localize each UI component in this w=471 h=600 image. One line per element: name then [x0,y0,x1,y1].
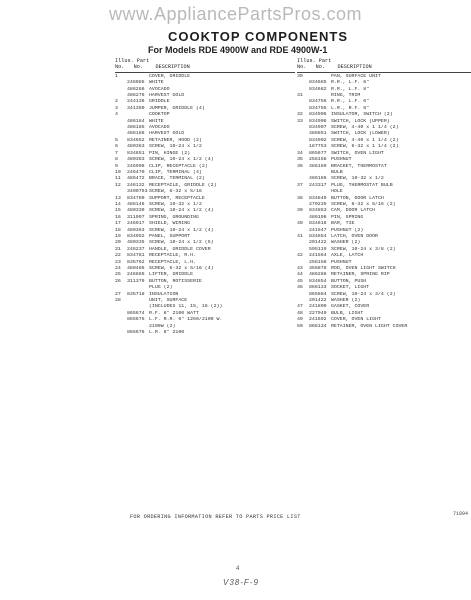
header-line-2: No. No. DESCRIPTION [115,64,190,71]
part-number: 246865 [127,272,145,278]
illus-number: 12 [115,182,121,188]
header-line-2: No. No. DESCRIPTION [297,64,372,71]
part-description: R.F. 8" 2100 WATT [149,310,199,316]
parts-list-left [115,74,295,337]
part-description: BULB [331,169,343,175]
part-description: L.R. 8" 2100 [149,330,185,336]
illus-number: 1 [115,73,118,79]
part-number: 486186 [309,176,327,182]
part-description: LATCH, OVEN DOOR [331,233,378,239]
illus-number: 16 [115,214,121,220]
page-title: COOKTOP COMPONENTS [168,29,349,44]
illus-number: 27 [115,291,121,297]
part-description: WASHER (2) [331,240,361,246]
illus-number: 2 [115,99,118,105]
illus-number: 17 [115,221,121,227]
part-description: SCREW, 6-32 x 1 1/4 (2) [331,144,399,150]
part-description: PIN, SPRING [331,214,364,220]
part-number: 486184 [127,118,145,124]
illus-number: 6 [115,144,118,150]
illus-number: 23 [115,259,121,265]
illus-number: 14 [115,201,121,207]
illus-number: 3 [115,105,118,111]
part-description: RETAINER, OVEN LIGHT COVER [331,323,408,329]
page-number: 4 [236,566,240,572]
illus-number: 5 [115,137,118,143]
page-subtitle: For Models RDE 4900W and RDE 4900W-1 [148,45,328,55]
part-number: 834685 [309,80,327,86]
header-line-1: Illus. Part [297,58,332,64]
part-number: 356878 [309,266,327,271]
part-description: RECEPTACLE, R.H. [149,253,196,259]
illus-number: 41 [297,233,303,239]
part-number: 241564 [309,253,327,259]
part-description: COOKTOP [149,112,170,118]
part-number: 834849 [309,195,327,201]
illus-number: 26 [115,278,121,284]
part-number: 243317 [309,182,327,188]
part-number: 834755 [309,105,327,111]
part-number: 246998 [127,163,145,169]
illus-number: 49 [297,317,303,323]
part-description: RETAINER, SPRING RIP [331,272,390,278]
part-number: 834780 [127,195,145,201]
part-number: 246470 [127,169,145,175]
part-description: PUSHNUT (2) [331,227,364,233]
illus-number: 40 [297,221,303,227]
part-number: 311097 [127,214,145,220]
part-number: 201422 [309,240,327,246]
illus-number: 44 [297,272,303,278]
part-description: PLUG (2) [149,285,173,291]
part-description: INSULATOR, SWITCH (2) [331,112,393,118]
part-description: SCREW, 6-32 x 5/16 [149,189,202,195]
illus-number: 39 [297,208,303,214]
illus-number: 35 [297,157,303,163]
parts-list-right [297,74,471,330]
part-description: L.F. R.R. 6" 1250/2100 W. [149,317,223,323]
part-description: PUSHNUT [331,157,352,163]
illus-number: 50 [297,323,303,329]
illus-number: 47 [297,304,303,310]
part-row [297,324,471,330]
watermark: www.AppliancePartsPros.com [108,4,363,24]
part-description: UNIT, SURFACE [149,298,188,304]
part-description: 2100W (2) [149,323,176,329]
part-description: CAM, DOOR LATCH [331,208,376,214]
illus-number: 38 [297,195,303,201]
part-description: AXLE, LATCH [331,253,364,259]
part-number: 865675 [127,317,145,323]
part-description: HARVEST GOLD [149,131,185,137]
part-description: SCREW, 4-40 x 1 1/4 (2) [331,137,399,143]
illus-number: 48 [297,310,303,316]
header-line-1: Illus. Part [115,58,150,64]
part-description: SCREW, 10-32 x 1/2 [149,201,202,207]
part-description: PLUG, THERMOSTAT BULB [331,182,393,188]
illus-number: 43 [297,266,303,271]
illus-number: 32 [297,112,303,118]
illus-number: 36 [297,163,303,169]
part-description: COVER, OVEN LIGHT [331,317,381,323]
illus-number: 13 [115,195,121,201]
part-description: SWITCH, OVEN LIGHT [331,150,384,156]
part-description: SPRING, GROUNDING [149,214,199,220]
part-number: 865676 [127,330,145,336]
part-description: SCREW, 10-24 x 3/4 (2) [331,291,396,297]
part-number: 835718 [127,291,145,297]
parts-column-right [297,58,471,330]
part-number: 834907 [309,125,327,131]
illus-number: 9 [115,163,118,169]
part-description: WHITE [149,80,164,86]
part-number: 241809 [309,304,327,310]
part-number: 486266 [127,86,145,92]
part-number: 486472 [127,176,145,182]
part-description: PIN, HINGE (2) [149,150,191,156]
part-number: 480363 [127,144,145,150]
part-description: CLIP, RECEPTACLE (2) [149,163,208,169]
part-number: 244136 [127,99,145,105]
illus-number [115,330,127,336]
part-number: 480363 [127,227,145,233]
document-code: 71894 [453,511,469,517]
part-number: 246132 [127,182,145,188]
illus-number: 8 [115,157,118,163]
part-number: 480486 [127,266,145,271]
column-header [297,58,471,73]
illus-number: 45 [297,278,303,284]
illus-number: 25 [115,272,121,278]
part-number: 201422 [309,298,327,304]
part-description: SCREW, 8-32 x 5/16 (2) [331,201,396,207]
part-number: 834952 [127,233,145,239]
part-number: 480339 [127,208,145,214]
part-number: 480335 [127,240,145,246]
part-description: SOCKET, LIGHT [331,285,370,291]
part-description: BRACE, TERMINAL (2) [149,176,205,182]
illus-number: 18 [115,227,121,233]
column-header [115,58,295,73]
illus-number: 31 [297,93,303,99]
part-number: 241547 [309,227,327,233]
part-description: LIFTER, GRIDDLE [149,272,194,278]
part-number: 835762 [127,259,145,265]
part-description: SCREW, 4-40 x 1 1/4 (2) [331,125,399,131]
part-description: PANEL, SUPPORT [149,233,191,239]
part-description: BRACKET, THERMOSTAT [331,163,387,169]
illus-number: 22 [115,253,121,259]
part-number: 246237 [127,246,145,252]
part-description: SUPPORT, RECEPTACLE [149,195,205,201]
part-number: 866133 [309,285,327,291]
part-number: 865884 [309,291,327,297]
part-number: 834781 [127,253,145,259]
part-description: BUTTON, ROTISSERIE [149,278,202,284]
part-description: SCREW, 10-32 x 1/2 [331,176,384,182]
part-description: JUMPER, GRIDDLE (4) [149,105,205,111]
part-description: ROD, OVEN LIGHT SWITCH [331,266,396,271]
part-description: SWITCH, LOCK (UPPER) [331,118,390,124]
part-description: L.R., R.F. 8" [331,105,370,111]
part-description: SCREW, 6-32 x 5/16 (4) [149,266,214,271]
part-number: 258158 [309,259,327,265]
illus-number: 10 [115,169,121,175]
illus-number: 42 [297,253,303,259]
part-description: RECEPTACLE, L.H. [149,259,196,265]
part-number: 595119 [309,246,327,252]
part-description: HANDLE, GRIDDLE COVER [149,246,211,252]
part-description: R.R., L.F. 8" [331,86,370,92]
part-description: R.R., L.F. 6" [331,99,370,105]
illus-number: 15 [115,208,121,214]
part-number: 834756 [309,99,327,105]
part-description: BAR, TIE [331,221,355,227]
parts-column-left [115,58,295,336]
illus-number: 20 [115,240,121,246]
illus-number: 30 [297,73,303,79]
part-description: AVOCADO [149,125,170,131]
part-description: SCREW, 10-24 x 3/8 (2) [331,246,396,252]
part-description: BULB, LIGHT [331,310,364,316]
part-number: 866134 [309,323,327,329]
part-number: 834905 [309,112,327,118]
part-number: 486851 [309,131,327,137]
part-number: 311379 [127,278,145,284]
part-number: 834854 [309,233,327,239]
part-description: SCREW, 10-24 x 1/2 (5) [149,240,214,246]
part-description: HOLE [331,189,343,195]
part-description: SCREW, 10-24 x 1/2 (4) [149,208,214,214]
part-description: BUTTON, PUSH [331,278,367,284]
part-number: 865674 [127,310,145,316]
part-number: 834853 [309,208,327,214]
part-description: WASHER (2) [331,298,361,304]
part-number: 834618 [309,221,327,227]
part-description: R.R., L.F. 6" [331,80,370,86]
illus-number: 24 [115,266,121,271]
part-description: SHIELD, WIRING [149,221,191,227]
part-number: 834854 [309,278,327,284]
part-number: 834906 [309,118,327,124]
part-description: RING, TRIM [331,93,361,99]
part-description: PAN, SURFACE UNIT [331,73,381,79]
part-number: 246017 [127,221,145,227]
part-description: RECEPTACLE, GRIDDLE (2) [149,182,217,188]
part-description: INSULATION [149,291,179,297]
part-number: 270235 [309,201,327,207]
part-number: 246085 [127,80,145,86]
part-number: 187753 [309,144,327,150]
part-number: 865677 [309,150,327,156]
part-description: RETAINER, HOOD (2) [149,137,202,143]
part-description: COVER, GRIDDLE [149,73,191,79]
illus-number: 33 [297,118,303,124]
part-number: 834652 [127,137,145,143]
part-description: BUTTON, DOOR LATCH [331,195,384,201]
part-number: 486286 [309,272,327,278]
part-number: 258158 [309,157,327,163]
part-number: 486146 [127,201,145,207]
part-description: (INCLUDES 11, 15, 16 (2)) [149,304,223,310]
part-number: 486276 [127,93,145,99]
illus-number: 46 [297,285,303,291]
part-description: SCREW, 10-24 x 1/2 (4) [149,157,214,163]
illus-number: 37 [297,182,303,188]
part-description: GRIDDLE [149,99,170,105]
illus-number: 19 [115,233,121,239]
part-number: 486169 [309,163,327,169]
illus-number: 11 [115,176,121,182]
part-number: 3400793 [127,189,148,195]
part-number: 486185 [127,125,145,131]
part-description: SCREW, 10-24 x 1/2 [149,144,202,150]
part-description: SCREW, 10-24 x 1/2 (4) [149,227,214,233]
part-number: 486186 [127,131,145,137]
part-number: 341380 [127,105,145,111]
part-description: GASKET, COVER [331,304,370,310]
part-number: 241692 [309,317,327,323]
handwritten-signature: V38-F-9 [223,578,259,587]
part-description: SWITCH, LOCK (LOWER) [331,131,390,137]
part-number: 486196 [309,214,327,220]
part-row [115,330,295,336]
ordering-note: FOR ORDERING INFORMATION REFER TO PARTS PRICE LIST [130,514,301,520]
illus-number: 34 [297,150,303,156]
illus-number: 4 [115,112,118,118]
part-description: WHITE [149,118,164,124]
part-number: 227949 [309,310,327,316]
part-number: 834651 [127,150,145,156]
part-description: HARVEST GOLD [149,93,185,99]
illus-number: 7 [115,150,118,156]
part-number: 834902 [309,137,327,143]
part-number: 834682 [309,86,327,92]
part-number: 480363 [127,157,145,163]
part-description: PUSHNUT [331,259,352,265]
illus-number: 28 [115,298,121,304]
illus-number: 21 [115,246,121,252]
part-description: CLIP, TERMINAL (4) [149,169,202,175]
part-description: AVOCADO [149,86,170,92]
